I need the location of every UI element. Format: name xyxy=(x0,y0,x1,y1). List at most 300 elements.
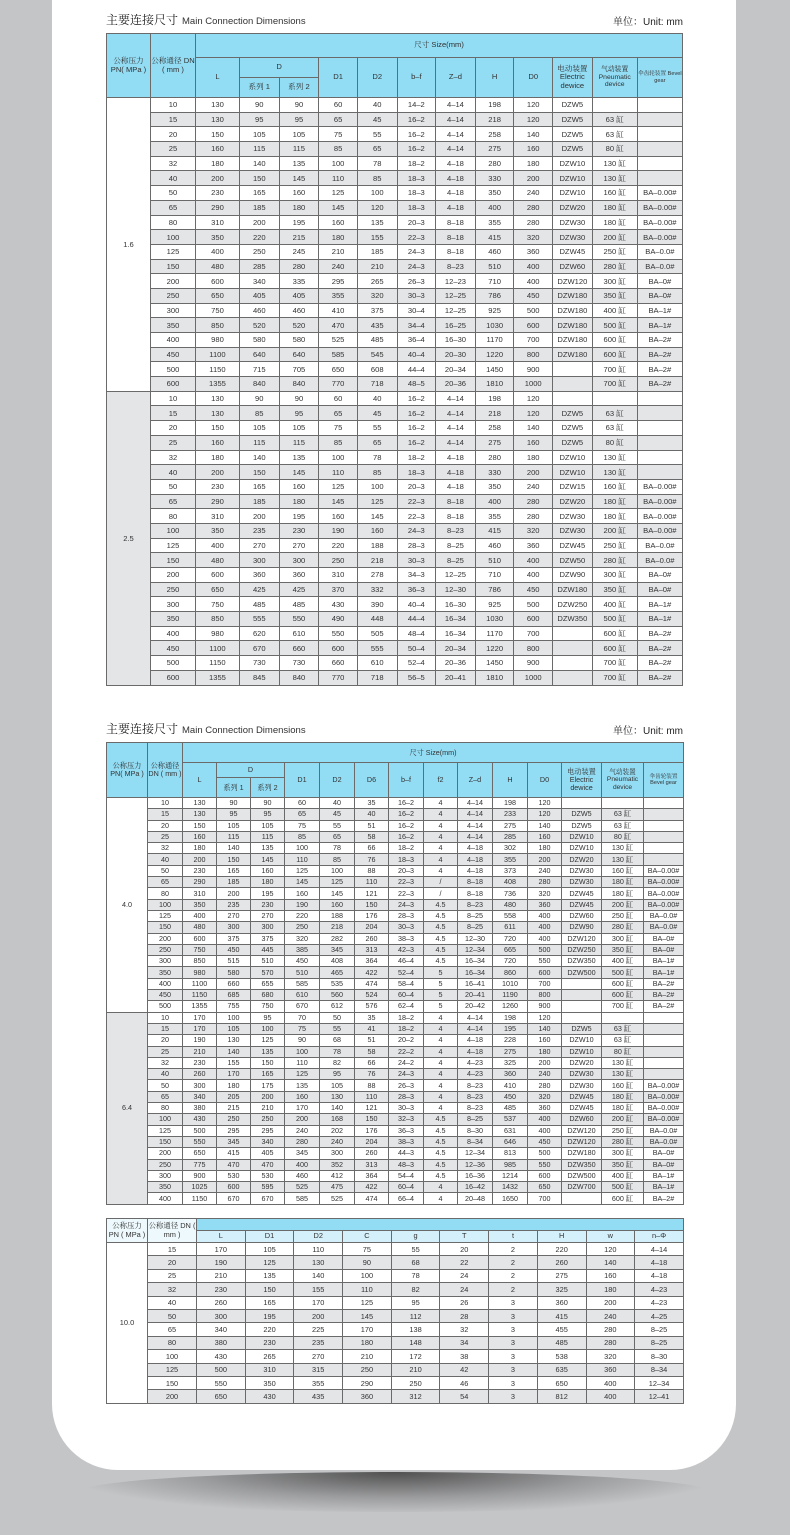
table-cell: 200 xyxy=(528,1057,562,1068)
table-cell: 16–34 xyxy=(458,967,493,978)
table-cell: 188 xyxy=(357,538,397,553)
table-row xyxy=(107,186,683,201)
table-cell: 210 xyxy=(319,244,358,259)
table-cell: 138 xyxy=(391,1323,440,1336)
table-cell: 125 xyxy=(357,494,397,509)
table-cell: 600 xyxy=(528,1170,562,1181)
table-cell: 115 xyxy=(217,831,251,842)
table-cell: 95 xyxy=(279,112,319,127)
table-cell: 145 xyxy=(319,200,358,215)
table-cell: 105 xyxy=(279,421,319,436)
table-cell: 375 xyxy=(217,933,251,944)
table-row xyxy=(107,1363,684,1376)
dn-cell: 600 xyxy=(150,377,195,392)
table-cell: 550 xyxy=(197,1376,246,1389)
table-cell: 90 xyxy=(279,391,319,406)
header-col: T xyxy=(440,1231,489,1243)
table-cell: 8–18 xyxy=(436,494,476,509)
table-cell: 600 xyxy=(514,612,553,627)
table-cell: 500 xyxy=(514,303,553,318)
table-cell: 48–4 xyxy=(397,626,436,641)
table-row xyxy=(107,1103,684,1114)
table-cell: 16–2 xyxy=(397,391,436,406)
table-cell: 145 xyxy=(320,888,355,899)
dn-cell: 10 xyxy=(148,1012,183,1023)
table-cell: 65 xyxy=(357,435,397,450)
table-cell: 30–3 xyxy=(389,1103,424,1114)
table-cell: 120 xyxy=(586,1243,635,1256)
table-cell xyxy=(644,1012,684,1023)
table-cell: 130 xyxy=(183,809,217,820)
table-cell: BA–0.00# xyxy=(644,899,684,910)
table-cell: 364 xyxy=(355,1170,389,1181)
dn-cell: 450 xyxy=(150,347,195,362)
table-cell: 65 xyxy=(357,142,397,157)
table-row xyxy=(107,568,683,583)
table-cell: 105 xyxy=(217,1023,251,1034)
table-cell: DZW60 xyxy=(553,259,593,274)
table-cell: 120 xyxy=(528,798,562,809)
table-cell: 250 xyxy=(391,1376,440,1389)
card-shadow xyxy=(80,1472,710,1512)
table-cell: 36–4 xyxy=(397,333,436,348)
table-cell: 600 xyxy=(195,568,239,583)
table-cell: 390 xyxy=(357,597,397,612)
dimensions-table-2 xyxy=(106,742,684,1205)
table-cell: 280 xyxy=(475,156,514,171)
table-cell: 78 xyxy=(391,1269,440,1282)
table-cell: 600 缸 xyxy=(592,347,637,362)
table-cell: 405 xyxy=(279,288,319,303)
header-dn: 公称通径 DN ( mm ) xyxy=(150,34,195,98)
table-cell: 608 xyxy=(357,362,397,377)
table-cell: 210 xyxy=(183,1046,217,1057)
table-cell: 2 xyxy=(489,1256,538,1269)
table-cell: 95 xyxy=(251,809,285,820)
table-cell: 52–4 xyxy=(389,967,424,978)
table-cell: 4–18 xyxy=(436,450,476,465)
table-cell: 1010 xyxy=(493,978,528,989)
table-cell: 16–25 xyxy=(436,318,476,333)
table-cell: 150 xyxy=(183,820,217,831)
table-cell: 3 xyxy=(489,1309,538,1322)
table-row xyxy=(107,1057,684,1068)
table-cell: 313 xyxy=(355,944,389,955)
table-cell: 110 xyxy=(355,877,389,888)
table-cell: 786 xyxy=(475,288,514,303)
table-cell: 260 xyxy=(197,1296,246,1309)
table-cell: 24–2 xyxy=(389,1057,424,1068)
table-cell: 720 xyxy=(493,956,528,967)
dn-cell: 500 xyxy=(150,656,195,671)
table-cell: 345 xyxy=(285,1148,320,1159)
table-cell: 200 缸 xyxy=(602,899,644,910)
table-cell: 360 xyxy=(528,1103,562,1114)
dn-cell: 350 xyxy=(150,318,195,333)
table-cell: 4–18 xyxy=(436,465,476,480)
table-cell xyxy=(553,670,593,685)
table-cell: 4–18 xyxy=(635,1269,684,1282)
table-cell: 195 xyxy=(279,215,319,230)
table-row xyxy=(107,582,683,597)
table-cell: 198 xyxy=(475,98,514,113)
table-cell: BA–0.00# xyxy=(644,888,684,899)
table-cell: 4 xyxy=(424,1057,458,1068)
table-cell: 474 xyxy=(355,1193,389,1204)
table-row xyxy=(107,1148,684,1159)
table-cell: 4–25 xyxy=(635,1309,684,1322)
header-bf: b–f xyxy=(397,58,436,98)
dn-cell: 125 xyxy=(148,1125,183,1136)
table-cell: 210 xyxy=(197,1269,246,1282)
header-col: D1 xyxy=(245,1231,294,1243)
table-cell: 12–25 xyxy=(436,303,476,318)
dn-cell: 50 xyxy=(150,479,195,494)
table-row xyxy=(107,288,683,303)
table-cell: 180 缸 xyxy=(592,494,637,509)
table-cell: 736 xyxy=(493,888,528,899)
table-cell: BA–0.00# xyxy=(637,509,682,524)
table-cell: 145 xyxy=(251,854,285,865)
table-cell: 145 xyxy=(279,171,319,186)
table-row xyxy=(107,215,683,230)
table-cell: 360 xyxy=(343,1390,392,1403)
table-cell: 980 xyxy=(183,967,217,978)
table-cell: 4 xyxy=(424,1069,458,1080)
table-cell: 100 xyxy=(285,843,320,854)
table-cell: 715 xyxy=(239,362,279,377)
table-row xyxy=(107,1296,684,1309)
table-cell: 400 xyxy=(528,1114,562,1125)
dn-cell: 15 xyxy=(150,112,195,127)
table-cell: DZW5 xyxy=(553,98,593,113)
table-cell: 60 xyxy=(319,98,358,113)
table-cell xyxy=(644,831,684,842)
table-row xyxy=(107,509,683,524)
table-cell: 415 xyxy=(475,523,514,538)
table-cell: 100 xyxy=(217,1012,251,1023)
table-cell: 985 xyxy=(493,1159,528,1170)
table-cell: 460 xyxy=(475,244,514,259)
table-cell: 130 xyxy=(195,406,239,421)
header-pn: 公称压力 PN( MPa ) xyxy=(107,34,151,98)
table-cell: 130 xyxy=(320,1091,355,1102)
table-cell: 480 xyxy=(493,899,528,910)
header-col: w xyxy=(586,1231,635,1243)
table-cell: BA–0# xyxy=(644,1159,684,1170)
table-cell: 120 xyxy=(514,98,553,113)
table-cell: DZW10 xyxy=(553,186,593,201)
table-cell: 8–23 xyxy=(458,1103,493,1114)
table-cell: 120 xyxy=(528,809,562,820)
table-cell: 3 xyxy=(489,1336,538,1349)
table-cell: 3 xyxy=(489,1323,538,1336)
table-cell: DZW180 xyxy=(553,318,593,333)
table-cell: 85 xyxy=(239,406,279,421)
table-cell: 3 xyxy=(489,1363,538,1376)
dn-cell: 65 xyxy=(148,1323,197,1336)
table-cell: 280 xyxy=(285,1136,320,1147)
table-cell: 538 xyxy=(537,1350,586,1363)
table-cell: 360 xyxy=(586,1363,635,1376)
table-cell: 140 xyxy=(320,1103,355,1114)
table-row xyxy=(107,435,683,450)
table-cell: 90 xyxy=(285,1035,320,1046)
table-cell: 12–25 xyxy=(436,568,476,583)
table-cell: 350 xyxy=(245,1376,294,1389)
table-cell: 660 xyxy=(279,641,319,656)
table-cell: 16–2 xyxy=(397,406,436,421)
table-cell: 22–3 xyxy=(389,888,424,899)
table-cell: 260 xyxy=(537,1256,586,1269)
table-cell: 400 缸 xyxy=(592,597,637,612)
table-cell: BA–0.00# xyxy=(637,479,682,494)
header-dn: 公称通径 DN ( mm ) xyxy=(148,743,183,798)
table-cell: 665 xyxy=(493,944,528,955)
table-cell: 4–14 xyxy=(436,406,476,421)
dn-cell: 32 xyxy=(150,450,195,465)
table-cell: 280 xyxy=(514,509,553,524)
table-cell: 28–3 xyxy=(397,538,436,553)
dn-cell: 100 xyxy=(150,230,195,245)
table-row xyxy=(107,612,683,627)
table-cell xyxy=(644,1057,684,1068)
table-cell: 40 xyxy=(320,798,355,809)
table-row xyxy=(107,888,684,899)
table-cell: 95 xyxy=(217,809,251,820)
table-cell: 250 缸 xyxy=(602,910,644,921)
table-cell: 240 xyxy=(528,1069,562,1080)
table-row xyxy=(107,831,684,842)
table-cell: 4–14 xyxy=(436,391,476,406)
table-cell xyxy=(644,820,684,831)
table-cell: 18–2 xyxy=(389,1012,424,1023)
table-cell: 5 xyxy=(424,967,458,978)
table-cell: BA–0.0# xyxy=(637,538,682,553)
table-cell: 66–4 xyxy=(389,1193,424,1204)
table-cell: 8–23 xyxy=(436,523,476,538)
table-cell: 16–2 xyxy=(397,435,436,450)
dn-cell: 125 xyxy=(148,910,183,921)
table-cell: DZW15 xyxy=(553,479,593,494)
table-cell: 180 xyxy=(514,450,553,465)
dn-cell: 40 xyxy=(150,465,195,480)
table-cell: 4–14 xyxy=(436,112,476,127)
table-cell: DZW45 xyxy=(553,244,593,259)
table-cell: 280 缸 xyxy=(602,1136,644,1147)
table-cell: 430 xyxy=(183,1114,217,1125)
table-cell: 22–3 xyxy=(389,877,424,888)
table-cell: DZW30 xyxy=(553,509,593,524)
table-cell: 280 xyxy=(586,1336,635,1349)
table-cell: 100 xyxy=(319,156,358,171)
table-cell: 200 xyxy=(514,465,553,480)
table-cell: 65 xyxy=(319,112,358,127)
table-cell: 812 xyxy=(537,1390,586,1403)
table-cell: 4 xyxy=(424,1182,458,1193)
table-cell xyxy=(644,1023,684,1034)
table-cell: 410 xyxy=(493,1080,528,1091)
table-cell: 32–3 xyxy=(389,1114,424,1125)
table-cell: 63 缸 xyxy=(602,820,644,831)
table-cell: 160 xyxy=(279,186,319,201)
table-cell: 373 xyxy=(493,865,528,876)
table-cell: 95 xyxy=(279,406,319,421)
table-cell: DZW250 xyxy=(553,597,593,612)
table-row xyxy=(107,1159,684,1170)
header-pn: 公称压力 PN ( MPa ) xyxy=(107,1219,148,1243)
table-cell: 650 xyxy=(195,288,239,303)
table-cell: BA–0.0# xyxy=(644,1125,684,1136)
table-cell: 20–2 xyxy=(389,1035,424,1046)
table-cell: 90 xyxy=(343,1256,392,1269)
table-cell: DZW120 xyxy=(562,1136,602,1147)
table-cell: DZW30 xyxy=(553,215,593,230)
table-cell: 485 xyxy=(239,597,279,612)
table-cell: 525 xyxy=(285,1182,320,1193)
table-cell: BA–0# xyxy=(637,288,682,303)
table-cell: BA–2# xyxy=(637,377,682,392)
table-cell: BA–2# xyxy=(637,347,682,362)
table-cell: 400 xyxy=(528,1125,562,1136)
table-cell: DZW5 xyxy=(553,406,593,421)
table-cell: 595 xyxy=(251,1182,285,1193)
table-cell: 20–42 xyxy=(458,1001,493,1012)
table-cell: 105 xyxy=(239,127,279,142)
table-cell: 310 xyxy=(195,509,239,524)
table-cell: 480 xyxy=(195,553,239,568)
table-cell: 240 xyxy=(514,186,553,201)
table-cell: 8–25 xyxy=(436,538,476,553)
table-cell: 670 xyxy=(285,1001,320,1012)
table-cell: 280 xyxy=(514,494,553,509)
table-row xyxy=(107,922,684,933)
table-cell: 233 xyxy=(493,809,528,820)
table-cell: 4–14 xyxy=(436,142,476,157)
table-cell: 700 缸 xyxy=(592,656,637,671)
table-cell: 585 xyxy=(285,978,320,989)
table-cell: 600 xyxy=(319,641,358,656)
table-cell: 18–3 xyxy=(397,171,436,186)
table-row xyxy=(107,1269,684,1282)
table-cell: 60 xyxy=(285,798,320,809)
table-cell: 145 xyxy=(279,465,319,480)
table-cell: DZW5 xyxy=(553,435,593,450)
table-cell: 180 缸 xyxy=(602,1091,644,1102)
header-bevel: 伞齿轮装置 Bevel gear xyxy=(637,58,682,98)
table-cell: 700 缸 xyxy=(592,362,637,377)
table-cell: 610 xyxy=(357,656,397,671)
table-cell: 260 xyxy=(355,933,389,944)
table-cell: 36–3 xyxy=(397,582,436,597)
table-cell: 600 xyxy=(183,933,217,944)
table-cell: 180 xyxy=(217,1080,251,1091)
table-cell: 4 xyxy=(424,1046,458,1057)
header-bf: b–f xyxy=(389,763,424,798)
table-cell: 430 xyxy=(197,1350,246,1363)
dn-cell: 25 xyxy=(148,831,183,842)
table-cell: 198 xyxy=(493,798,528,809)
table-cell: 20–30 xyxy=(436,347,476,362)
table-cell: 48–3 xyxy=(389,1159,424,1170)
table-cell: 1450 xyxy=(475,656,514,671)
table-cell: 1450 xyxy=(475,362,514,377)
table-cell: 130 缸 xyxy=(602,854,644,865)
table-cell: 4–14 xyxy=(458,809,493,820)
table-cell: 235 xyxy=(239,523,279,538)
dn-cell: 400 xyxy=(150,626,195,641)
table-cell: 260 xyxy=(183,1069,217,1080)
table-row xyxy=(107,1125,684,1136)
table-cell: 585 xyxy=(285,1193,320,1204)
table-row xyxy=(107,259,683,274)
header-pneumatic: 气动装置 Pneumatic device xyxy=(592,58,637,98)
table-cell: 1100 xyxy=(195,347,239,362)
table-cell: DZW500 xyxy=(562,1170,602,1181)
table-cell xyxy=(644,809,684,820)
table-cell: BA–0.0# xyxy=(637,244,682,259)
table-cell: 560 xyxy=(320,990,355,1001)
table-cell: 110 xyxy=(285,1057,320,1068)
table-cell: 450 xyxy=(528,1136,562,1147)
table-cell: 415 xyxy=(475,230,514,245)
header-col: t xyxy=(489,1231,538,1243)
table-cell: 210 xyxy=(343,1350,392,1363)
table-cell: 345 xyxy=(320,944,355,955)
table-cell: 4.5 xyxy=(424,899,458,910)
table-cell: 300 xyxy=(251,922,285,933)
table-cell: 315 xyxy=(294,1363,343,1376)
title-en: Main Connection Dimensions xyxy=(182,725,306,736)
table-cell: 218 xyxy=(475,112,514,127)
table-cell: 80 缸 xyxy=(592,435,637,450)
table-cell: 718 xyxy=(357,670,397,685)
table-cell: 408 xyxy=(493,877,528,888)
table-cell: 400 xyxy=(195,244,239,259)
table-cell: 78 xyxy=(320,843,355,854)
table-cell: 180 xyxy=(183,843,217,854)
table-cell: 500 缸 xyxy=(602,967,644,978)
table-cell: BA–1# xyxy=(637,318,682,333)
table-cell: 12–23 xyxy=(436,274,476,289)
table-cell: 165 xyxy=(239,479,279,494)
table-cell: 115 xyxy=(251,831,285,842)
table-cell: 705 xyxy=(279,362,319,377)
dn-cell: 250 xyxy=(148,1159,183,1170)
table-cell: 170 xyxy=(217,1069,251,1080)
table-cell: 200 xyxy=(528,854,562,865)
section-title xyxy=(106,11,306,28)
table-cell: 300 xyxy=(183,1080,217,1091)
dn-cell: 100 xyxy=(150,523,195,538)
dn-cell: 15 xyxy=(150,406,195,421)
table-cell: 275 xyxy=(493,820,528,831)
table-cell: 485 xyxy=(357,333,397,348)
table-cell: 525 xyxy=(320,1193,355,1204)
table-cell: 980 xyxy=(195,626,239,641)
table-cell: 220 xyxy=(285,910,320,921)
dn-cell: 65 xyxy=(150,494,195,509)
table-cell: 200 xyxy=(183,854,217,865)
table-cell: 375 xyxy=(251,933,285,944)
table-cell: 62–4 xyxy=(389,1001,424,1012)
table-row xyxy=(107,318,683,333)
table-cell: 16–2 xyxy=(389,798,424,809)
table-cell: 160 xyxy=(251,865,285,876)
table-cell: 1214 xyxy=(493,1170,528,1181)
table-cell: 415 xyxy=(537,1309,586,1322)
dn-cell: 10 xyxy=(148,798,183,809)
